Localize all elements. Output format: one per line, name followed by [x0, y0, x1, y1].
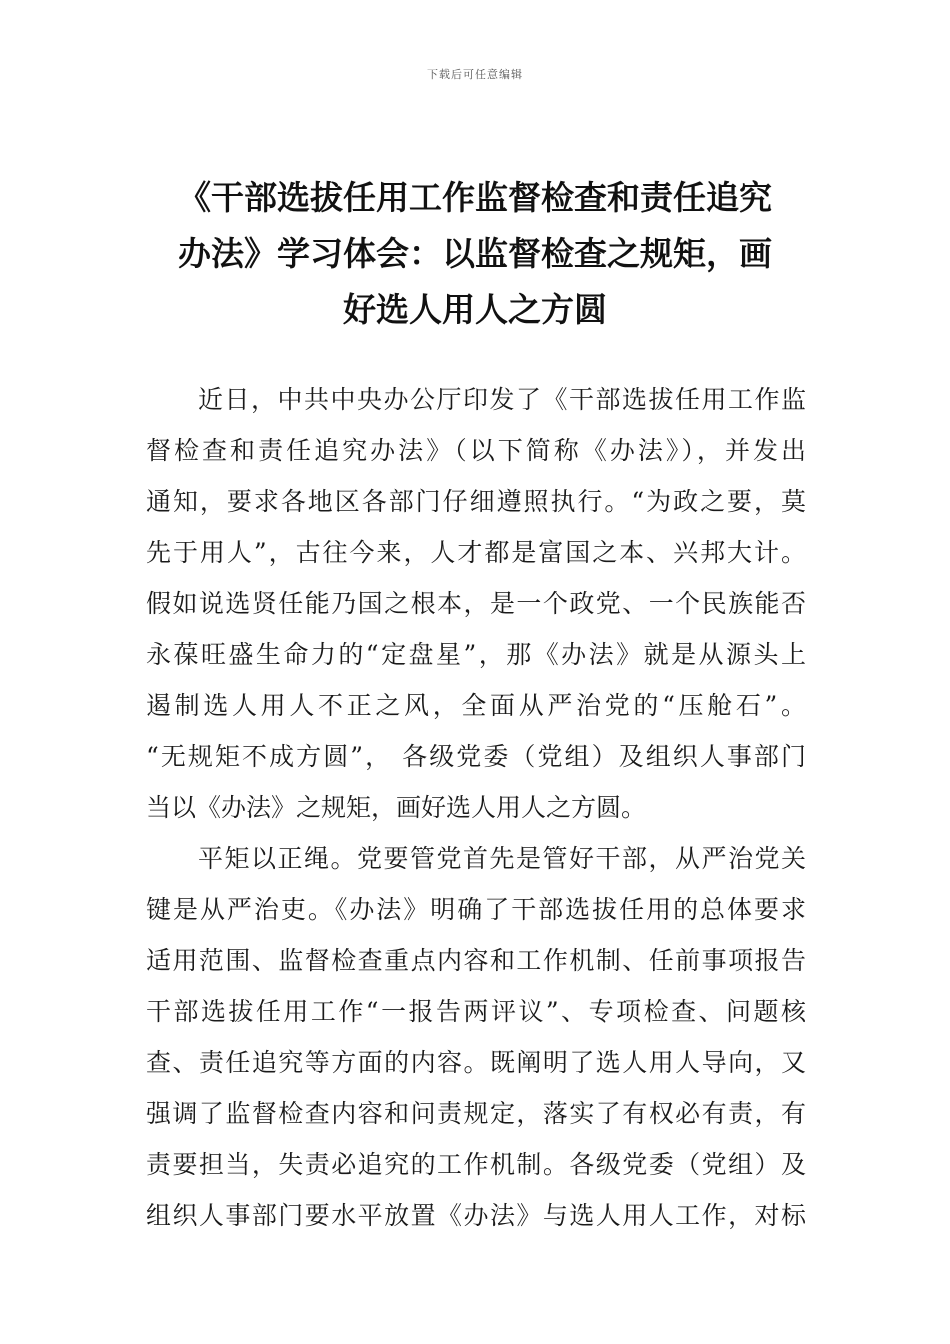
text-line: 当以《办法》之规矩，画好选人用人之方圆。	[146, 793, 647, 822]
text-line: 责要担当，失责必追究的工作机制。各级党委（党组）及	[146, 1150, 806, 1179]
document-title	[140, 170, 810, 338]
title-line: 《干部选拔任用工作监督检查和责任追究	[178, 178, 772, 217]
text-line: 督检查和责任追究办法》（以下简称《办法》），并发出	[146, 436, 806, 465]
text-line: 强调了监督检查内容和问责规定，落实了有权必有责，有	[146, 1099, 806, 1128]
title-line: 好选人用人之方圆	[343, 290, 607, 329]
paragraph	[146, 833, 806, 1241]
text-line: 查、责任追究等方面的内容。既阐明了选人用人导向，又	[146, 1048, 806, 1077]
paragraph	[146, 374, 806, 833]
title-line: 办法》学习体会：以监督检查之规矩，画	[178, 234, 772, 273]
text-line: 适用范围、监督检查重点内容和工作机制、任前事项报告	[146, 946, 806, 975]
header-note: 下载后可任意编辑	[427, 68, 523, 81]
text-line: 永葆旺盛生命力的“定盘星”，那《办法》就是从源头上	[146, 640, 806, 669]
text-line: 通知，要求各地区各部门仔细遵照执行。“为政之要，莫	[146, 487, 806, 516]
text-line: 键是从严治吏。《办法》明确了干部选拔任用的总体要求	[146, 895, 806, 924]
text-line: 近日，中共中央办公厅印发了《干部选拔任用工作监	[198, 385, 806, 414]
text-line: 干部选拔任用工作“一报告两评议”、专项检查、问题核	[146, 997, 806, 1026]
document-body	[146, 374, 806, 1241]
text-line: 组织人事部门要水平放置《办法》与选人用人工作，对标	[146, 1201, 806, 1230]
text-line: 先于用人”，古往今来，人才都是富国之本、兴邦大计。	[146, 538, 806, 567]
text-line: 平矩以正绳。党要管党首先是管好干部，从严治党关	[198, 844, 806, 873]
text-line: 假如说选贤任能乃国之根本，是一个政党、一个民族能否	[146, 589, 806, 618]
text-line: “无规矩不成方圆”， 各级党委（党组）及组织人事部门	[146, 742, 806, 771]
text-line: 遏制选人用人不正之风，全面从严治党的“压舱石”。	[146, 691, 806, 720]
